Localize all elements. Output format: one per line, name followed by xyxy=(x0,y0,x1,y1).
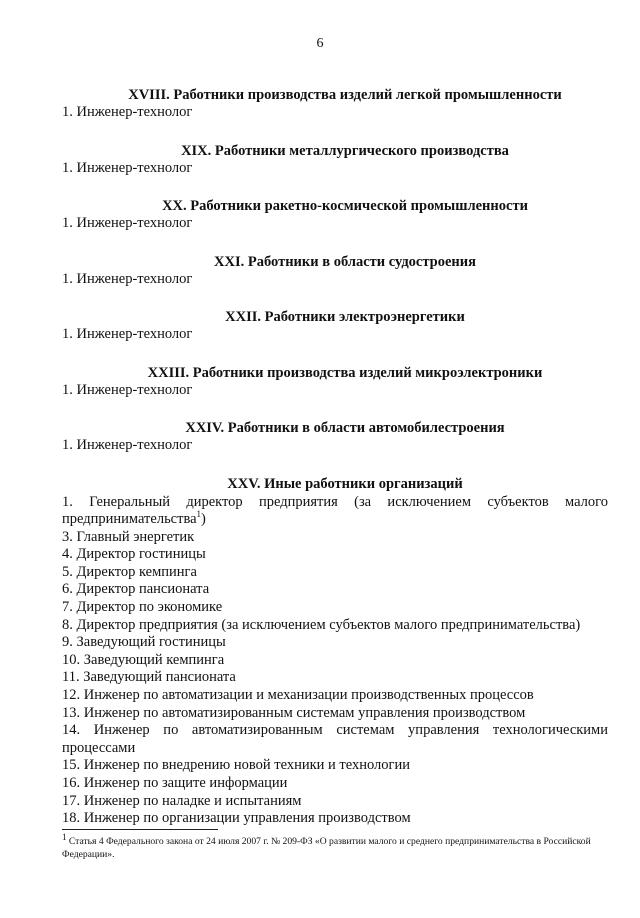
list-item: 7. Директор по экономике xyxy=(62,599,223,616)
section-title: XXI. Работники в области судостроения xyxy=(214,253,476,270)
list-item: 4. Директор гостиницы xyxy=(62,546,206,563)
section-title: XVIII. Работники производства изделий легкой промышленности xyxy=(128,87,562,103)
section-item: 1. Инженер-технолог xyxy=(62,215,193,231)
list-item: 13. Инженер по автоматизированным системам управления производством xyxy=(62,704,526,721)
list-item: 15. Инженер по внедрению новой техники и технологии xyxy=(62,757,410,774)
list-item: 16. Инженер по защите информации xyxy=(62,775,288,791)
list-item: 17. Инженер по наладке и испытаниям xyxy=(62,792,302,809)
section-item: 1. Инженер-технолог xyxy=(62,159,193,176)
section-item: 1. Инженер-технолог xyxy=(62,381,193,398)
item-list xyxy=(62,494,608,828)
list-item: 6. Директор пансионата xyxy=(62,581,210,598)
section-23 xyxy=(62,365,608,400)
list-item: 5. Директор кемпинга xyxy=(62,563,197,580)
section-item: 1. Инженер-технолог xyxy=(62,326,193,342)
list-item xyxy=(62,494,608,529)
section-title: XXII. Работники электроэнергетики xyxy=(225,309,465,325)
section-title: XIX. Работники металлургического производства xyxy=(181,142,509,159)
list-item: 9. Заведующий гостиницы xyxy=(62,634,226,651)
list-item-text: 1. Генеральный директор предприятия (за исключением субъектов малого предпринимательства xyxy=(62,493,608,528)
section-22 xyxy=(62,309,608,344)
section-item: 1. Инженер-технолог xyxy=(62,270,193,287)
section-title: XX. Работники ракетно-космической промышленности xyxy=(162,198,528,214)
footnote xyxy=(62,831,608,861)
section-20 xyxy=(62,198,608,233)
list-item: 18. Инженер по организации управления производством xyxy=(62,810,411,827)
section-title: XXIV. Работники в области автомобилестроения xyxy=(185,420,505,436)
page-number: 6 xyxy=(316,36,324,51)
footnote-marker: 1 xyxy=(62,831,67,842)
list-item: 8. Директор предприятия (за исключением субъектов малого предпринимательства) xyxy=(62,616,581,633)
document-body xyxy=(62,87,608,849)
list-item: 10. Заведующий кемпинга xyxy=(62,651,225,668)
footnote-reference: 1 xyxy=(196,509,202,520)
section-24 xyxy=(62,420,608,455)
section-title: XXIII. Работники производства изделий микроэлектроники xyxy=(147,364,543,381)
list-item: 11. Заведующий пансионата xyxy=(62,669,236,686)
footnote-text: Статья 4 Федерального закона от 24 июля 2007 г. № 209-ФЗ «О развитии малого и среднего предпринимательства в Российской Федерации». xyxy=(62,836,591,860)
footnote-divider xyxy=(62,829,218,830)
list-item-text-tail: ) xyxy=(201,511,206,528)
list-item: 3. Главный энергетик xyxy=(62,528,195,545)
section-title: XXV. Иные работники организаций xyxy=(227,475,463,492)
section-item: 1. Инженер-технолог xyxy=(62,104,193,120)
list-item: 14. Инженер по автоматизированным системам управления технологическими процессами xyxy=(62,722,608,756)
list-item: 12. Инженер по автоматизации и механизации производственных процессов xyxy=(62,687,534,704)
section-18 xyxy=(62,87,608,122)
section-21 xyxy=(62,254,608,289)
section-25 xyxy=(62,476,608,828)
section-item: 1. Инженер-технолог xyxy=(62,437,193,453)
section-19 xyxy=(62,143,608,178)
